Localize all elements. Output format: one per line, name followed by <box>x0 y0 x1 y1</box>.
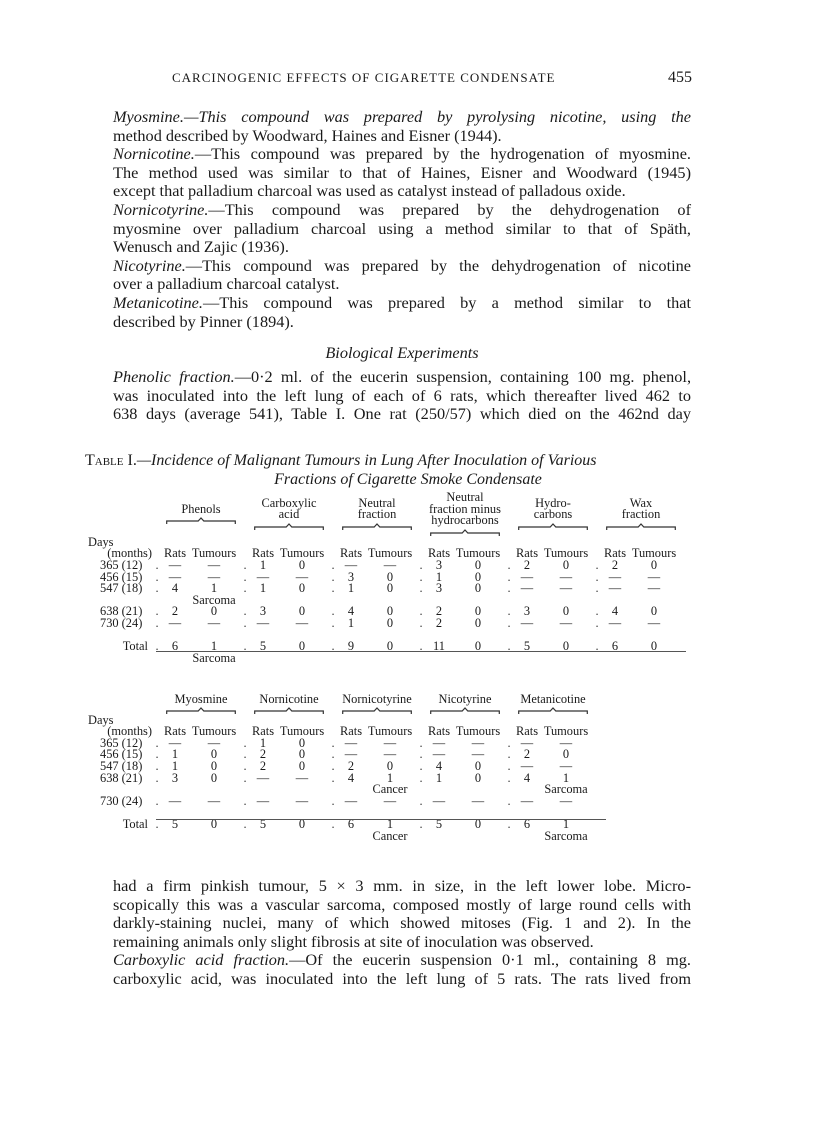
tumours-header: Tumours <box>543 724 589 739</box>
text-line: myosmine over palladium charcoal using a method similar to that of Späth, <box>113 218 691 238</box>
row-day-label: 730 (24) <box>100 793 143 808</box>
text-line: method described by Woodward, Haines and Eisner (1944). <box>113 125 502 145</box>
tumours-cell: 0 <box>210 770 218 785</box>
paragraph-metanicotine <box>113 294 691 331</box>
table-row: 730 (24) . — — . — — . — — . — — . — — <box>86 796 592 808</box>
tumours-cell: — <box>295 793 309 808</box>
group-header: Phenols <box>162 492 240 537</box>
rats-cell: — <box>256 793 270 808</box>
text-line: Wenusch and Zajic (1936). <box>113 237 289 257</box>
tumours-cell: — <box>559 735 573 750</box>
rats-cell: 2 <box>523 747 531 762</box>
tumours-cell: 0 <box>562 747 570 762</box>
tumours-cell: — <box>559 615 573 630</box>
total-note: Sarcoma <box>544 828 588 843</box>
text-line: The method used was similar to that of Haines, Eisner and Woodward (1945) <box>113 162 691 182</box>
table-row <box>86 784 592 796</box>
total-note: Sarcoma <box>192 650 236 665</box>
months-label: (months) <box>107 724 152 739</box>
tumours-cell: — <box>647 569 661 584</box>
rats-cell: 2 <box>171 604 179 619</box>
caption-label: Table I. <box>85 452 137 469</box>
tumours-cell: — <box>207 735 221 750</box>
text-line: was inoculated into the left lung of each of 6 rats, which thereafter lived 462 to <box>113 385 691 405</box>
tumours-header: Tumours <box>455 546 501 561</box>
tumours-cell: Cancer <box>372 782 408 797</box>
compound-preparation-paragraphs <box>113 108 691 331</box>
bottom-paragraphs <box>113 877 691 989</box>
tumours-cell: 0 <box>210 747 218 762</box>
tumours-cell: — <box>647 581 661 596</box>
text-line: Metanicotine.—This compound was prepared by a method similar to that <box>113 292 691 312</box>
tumours-header: Tumours <box>191 724 237 739</box>
tumours-cell: — <box>207 793 221 808</box>
tumours-cell: — <box>559 581 573 596</box>
tumours-cell: 0 <box>650 557 658 572</box>
tumours-cell: — <box>559 569 573 584</box>
caption-text-2: Fractions of Cigarette Smoke Condensate <box>274 471 542 488</box>
tumours-cell: — <box>647 615 661 630</box>
tumours-cell: 0 <box>562 557 570 572</box>
rats-cell: — <box>520 615 534 630</box>
tumours-cell: 0 <box>386 581 394 596</box>
tumours-cell: 0 <box>386 758 394 773</box>
rats-cell: 4 <box>435 758 443 773</box>
row-day-label: 365 (12) <box>100 735 143 750</box>
tumours-cell: — <box>207 557 221 572</box>
rats-cell: — <box>344 735 358 750</box>
tumours-cell: 0 <box>298 557 306 572</box>
group-header: Nornicotyrine <box>338 694 416 715</box>
rats-cell: — <box>520 581 534 596</box>
table-row: 547 (18) . 4 1 . 1 0 . 1 0 . 3 0 . — — . — — <box>86 583 680 595</box>
rats-cell: 3 <box>347 569 355 584</box>
brace <box>342 523 412 531</box>
brace <box>254 707 324 715</box>
text-line: 638 days (average 541), Table I. One rat (250/57) which died on the 462nd day <box>113 404 691 424</box>
tumours-cell: — <box>207 615 221 630</box>
rats-cell: — <box>168 735 182 750</box>
text-line: over a palladium charcoal catalyst. <box>113 274 340 294</box>
running-head <box>110 70 692 90</box>
row-day-label: 730 (24) <box>100 615 143 630</box>
tumours-cell: Sarcoma <box>192 592 236 607</box>
months-label: (months) <box>107 546 152 561</box>
tumours-header: Tumours <box>455 724 501 739</box>
row-day-label: 638 (21) <box>100 770 143 785</box>
group-header: Neutral fraction <box>338 492 416 537</box>
paragraph-nicotyrine <box>113 257 691 294</box>
tumours-cell: 0 <box>298 604 306 619</box>
rats-header: Rats <box>427 724 451 739</box>
tumours-cell: 0 <box>474 581 482 596</box>
lead-myosmine: Myosmine.—This compound was prepared by pyrolysing nicotine, using the <box>113 107 691 126</box>
tumours-header: Tumours <box>191 546 237 561</box>
rats-cell: 1 <box>435 569 443 584</box>
tumours-header: Tumours <box>543 546 589 561</box>
tumours-cell: Sarcoma <box>544 782 588 797</box>
row-day-label: 456 (15) <box>100 747 143 762</box>
table-row: 456 (15) . — — . — — . 3 0 . 1 0 . — — . — — <box>86 572 680 584</box>
group-header: Metanicotine <box>514 694 592 715</box>
row-day-label: 547 (18) <box>100 581 143 596</box>
text-line: remaining animals only slight fibrosis at site of inoculation was observed. <box>113 931 594 951</box>
tumours-cell: — <box>471 793 485 808</box>
table-caption <box>85 451 691 489</box>
rats-header: Rats <box>339 724 363 739</box>
tumours-cell: 0 <box>474 770 482 785</box>
days-label: Days <box>88 534 114 549</box>
table-row: 365 (12) . — — . 1 0 . — — . 3 0 . 2 0 . 2 0 <box>86 560 680 572</box>
text-line: scopically this was a vascular sarcoma, composed mostly of large round cells with <box>113 894 691 914</box>
brace <box>166 517 236 525</box>
group-header: Carboxylic acid <box>250 492 328 537</box>
rats-cell: — <box>344 793 358 808</box>
tumours-cell: 0 <box>474 758 482 773</box>
rats-cell: 2 <box>347 758 355 773</box>
tumours-cell: — <box>471 747 485 762</box>
rats-cell: 3 <box>171 770 179 785</box>
group-header: Myosmine <box>162 694 240 715</box>
rats-cell: 1 <box>259 557 267 572</box>
tumours-cell: — <box>383 793 397 808</box>
days-label: Days <box>88 712 114 727</box>
total-note-row <box>86 831 592 843</box>
text-line: darkly-staining nuclei, many of which showed mitoses (Fig. 1 and 2). In the <box>113 913 691 933</box>
rats-cell: 3 <box>523 604 531 619</box>
tumours-cell: 0 <box>474 604 482 619</box>
row-day-label: 547 (18) <box>100 758 143 773</box>
rats-cell: — <box>256 615 270 630</box>
tumours-header: Tumours <box>367 724 413 739</box>
rats-cell: — <box>168 569 182 584</box>
table-1-body <box>86 557 680 630</box>
rats-cell: 2 <box>523 557 531 572</box>
rats-cell: — <box>432 747 446 762</box>
rats-cell: 1 <box>347 581 355 596</box>
table-row: 638 (21) . 2 0 . 3 0 . 4 0 . 2 0 . 3 0 . 4 0 <box>86 606 680 618</box>
rats-cell: — <box>608 615 622 630</box>
row-day-label: 456 (15) <box>100 569 143 584</box>
brace <box>342 707 412 715</box>
tumours-cell: 1 <box>386 770 394 785</box>
rats-cell: — <box>168 557 182 572</box>
column-header-row <box>86 726 592 738</box>
tumours-header: Tumours <box>631 546 677 561</box>
brace <box>254 523 324 531</box>
tumours-cell: — <box>207 569 221 584</box>
row-day-label: 638 (21) <box>100 604 143 619</box>
rats-cell: 1 <box>171 758 179 773</box>
tumours-cell: 0 <box>386 569 394 584</box>
rats-header: Rats <box>515 724 539 739</box>
tumours-header: Tumours <box>279 546 325 561</box>
table-row: 638 (21) . 3 0 . — — . 4 1 . 1 0 . 4 1 <box>86 773 592 785</box>
text-line: Phenolic fraction.—0·2 ml. of the eucerin suspension, containing 100 mg. phenol, <box>113 367 692 386</box>
tumours-cell: — <box>559 758 573 773</box>
tumours-cell: 0 <box>298 747 306 762</box>
tumours-cell: — <box>383 557 397 572</box>
tumours-header: Tumours <box>279 724 325 739</box>
rats-header: Rats <box>339 546 363 561</box>
rats-header: Rats <box>251 724 275 739</box>
rule-above-total-1 <box>156 651 686 652</box>
brace <box>518 707 588 715</box>
total-note-row <box>86 653 680 665</box>
rats-cell: 3 <box>259 604 267 619</box>
brace <box>606 523 676 531</box>
text-line: except that palladium charcoal was used as catalyst instead of palladous oxide. <box>113 181 626 201</box>
rats-cell: 2 <box>435 615 443 630</box>
rats-header: Rats <box>163 724 187 739</box>
tumours-cell: 0 <box>474 615 482 630</box>
rats-cell: — <box>432 735 446 750</box>
text-line: carboxylic acid, was inoculated into the left lung of 5 rats. The rats lived from <box>113 968 691 988</box>
tumours-cell: 1 <box>210 581 218 596</box>
paragraph-nornicotine <box>113 145 691 201</box>
paragraph-myosmine <box>113 108 691 145</box>
tumours-cell: 0 <box>298 581 306 596</box>
rats-cell: 4 <box>611 604 619 619</box>
total-label: Total <box>122 816 148 831</box>
rats-cell: 1 <box>435 770 443 785</box>
rats-cell: — <box>168 615 182 630</box>
brace <box>166 707 236 715</box>
table-row: 456 (15) . 1 0 . 2 0 . — — . — — . 2 0 <box>86 749 592 761</box>
brace <box>430 707 500 715</box>
group-header: Nicotyrine <box>426 694 504 715</box>
rats-cell: — <box>432 793 446 808</box>
total-row: Total . 5 0 . 5 0 . 6 1 . 5 0 . 6 1 <box>86 819 592 831</box>
group-header: Wax fraction <box>602 492 680 537</box>
rats-cell: 2 <box>259 758 267 773</box>
tumours-cell: — <box>383 747 397 762</box>
group-header: Neutral fraction minus hydrocarbons <box>426 492 504 537</box>
tumours-cell: — <box>471 735 485 750</box>
tumours-cell: 0 <box>386 615 394 630</box>
rats-cell: — <box>344 557 358 572</box>
text-line <box>113 108 691 127</box>
rats-cell: 4 <box>347 604 355 619</box>
rats-cell: 4 <box>523 770 531 785</box>
total-label: Total <box>122 639 148 654</box>
tumours-header: Tumours <box>367 546 413 561</box>
tumours-cell: — <box>295 615 309 630</box>
table-2-body <box>86 735 592 808</box>
rats-cell: 4 <box>171 581 179 596</box>
rats-cell: — <box>608 581 622 596</box>
rats-header: Rats <box>515 546 539 561</box>
table-row: 547 (18) . 1 0 . 2 0 . 2 0 . 4 0 . — — <box>86 761 592 773</box>
text-line: Nicotyrine.—This compound was prepared by the dehydrogenation of nicotine <box>113 255 691 275</box>
group-header-row <box>86 492 680 537</box>
group-header-row <box>86 694 592 715</box>
rats-cell: — <box>520 735 534 750</box>
tumours-cell: 0 <box>650 604 658 619</box>
tumours-cell: 0 <box>474 569 482 584</box>
text-line: Carboxylic acid fraction.—Of the eucerin suspension 0·1 ml., containing 8 mg. <box>113 950 692 970</box>
rats-cell: 1 <box>259 581 267 596</box>
rats-cell: 1 <box>171 747 179 762</box>
rats-header: Rats <box>427 546 451 561</box>
rats-cell: — <box>168 793 182 808</box>
rats-header: Rats <box>603 546 627 561</box>
table-1-block-1 <box>86 492 680 664</box>
row-day-label: 365 (12) <box>100 557 143 572</box>
paragraph-nornicotyrine <box>113 201 691 257</box>
rule-above-total-2 <box>156 819 606 820</box>
text-line: described by Pinner (1894). <box>113 311 294 331</box>
rats-cell: 2 <box>259 747 267 762</box>
text-line: had a firm pinkish tumour, 5 × 3 mm. in size, in the left lower lobe. Micro- <box>113 876 691 895</box>
rats-cell: — <box>520 569 534 584</box>
rats-header: Rats <box>163 546 187 561</box>
text-line: Nornicotine.—This compound was prepared by the hydrogenation of myosmine. <box>113 144 691 164</box>
tumours-cell: — <box>383 735 397 750</box>
rats-cell: — <box>256 770 270 785</box>
tumours-cell: 1 <box>562 770 570 785</box>
running-head-title: CARCINOGENIC EFFECTS OF CIGARETTE CONDENSATE <box>172 70 556 85</box>
total-row: Total . 6 1 . 5 0 . 9 0 . 11 0 . 5 0 . 6 0 <box>86 641 680 653</box>
rats-cell: 1 <box>347 615 355 630</box>
page-number: 455 <box>668 69 692 86</box>
rats-cell: 3 <box>435 557 443 572</box>
table-row: 365 (12) . — — . 1 0 . — — . — — . — — <box>86 738 592 750</box>
rats-cell: 1 <box>259 735 267 750</box>
rats-cell: — <box>256 569 270 584</box>
tumours-cell: 0 <box>298 735 306 750</box>
tumours-cell: 0 <box>210 604 218 619</box>
rats-cell: 2 <box>611 557 619 572</box>
rats-cell: 2 <box>435 604 443 619</box>
total-note: Cancer <box>372 828 408 843</box>
brace <box>518 523 588 531</box>
rats-cell: 4 <box>347 770 355 785</box>
rats-cell: — <box>520 758 534 773</box>
paragraph-phenolic-fraction <box>113 368 691 424</box>
caption-text-1: —Incidence of Malignant Tumours in Lung After Inoculation of Various <box>136 452 597 469</box>
rats-header: Rats <box>251 546 275 561</box>
section-heading: Biological Experiments <box>325 343 479 362</box>
tumours-cell: — <box>295 569 309 584</box>
group-header: Hydro- carbons <box>514 492 592 537</box>
tumours-cell: 0 <box>386 604 394 619</box>
brace <box>430 529 500 537</box>
tumours-cell: 0 <box>298 758 306 773</box>
rats-cell: — <box>344 747 358 762</box>
tumours-cell: 0 <box>562 604 570 619</box>
table-row: 730 (24) . — — . — — . 1 0 . 2 0 . — — . — — <box>86 618 680 630</box>
caption-line-1 <box>85 451 691 470</box>
tumours-cell: 0 <box>210 758 218 773</box>
tumours-cell: — <box>295 770 309 785</box>
text-line: Nornicotyrine.—This compound was prepared by the dehydrogenation of <box>113 199 691 219</box>
tumours-cell: — <box>559 793 573 808</box>
tumours-cell: 0 <box>474 557 482 572</box>
rats-cell: 3 <box>435 581 443 596</box>
group-header: Nornicotine <box>250 694 328 715</box>
rats-cell: — <box>608 569 622 584</box>
rats-cell: — <box>520 793 534 808</box>
